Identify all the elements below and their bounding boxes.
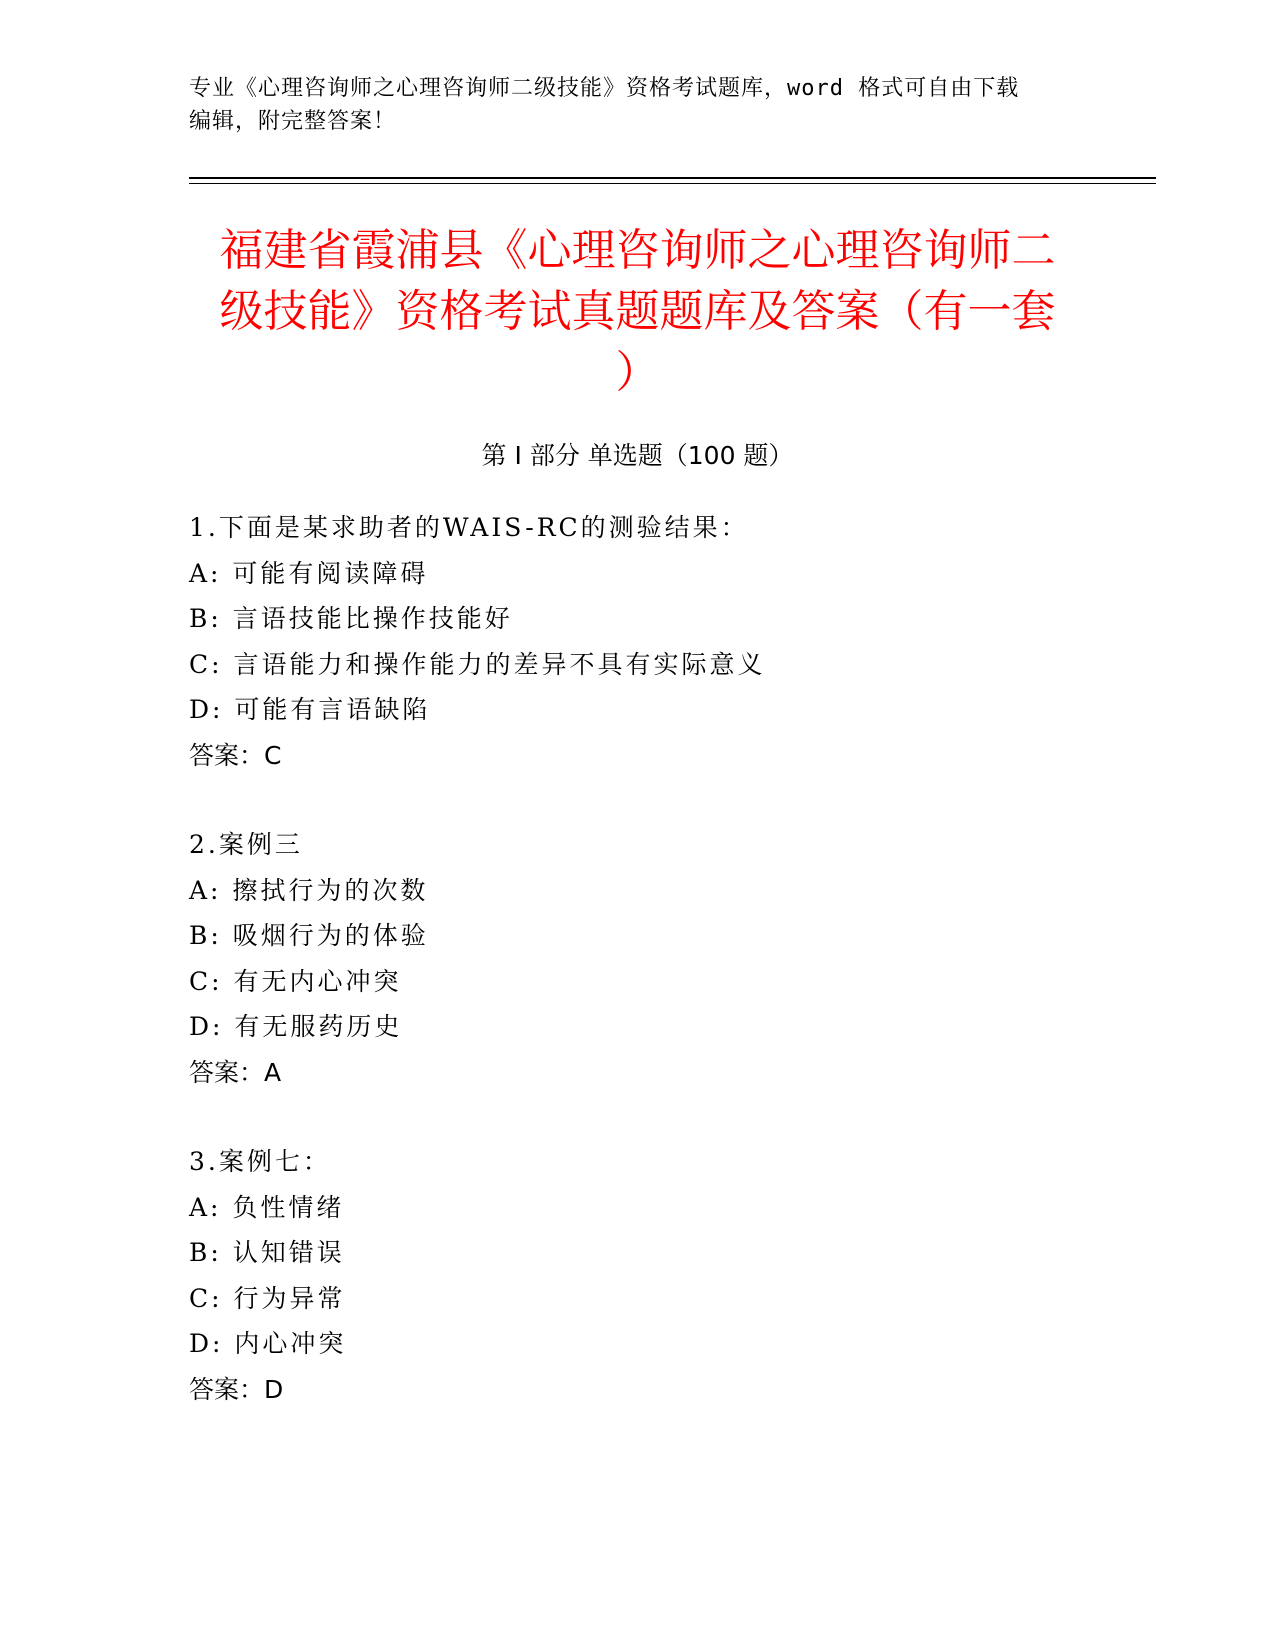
intro-text [189, 72, 1079, 138]
question-3 [189, 1139, 1089, 1412]
option-c: C: 言语能力和操作能力的差异不具有实际意义 [189, 649, 766, 679]
option-a: A: 可能有阅读障碍 [189, 558, 429, 588]
option-b: B: 吸烟行为的体验 [189, 921, 429, 950]
option-b: B: 认知错误 [189, 1238, 345, 1267]
option-d: D: 内心冲突 [189, 1329, 347, 1358]
question-stem: 3.案例七： [189, 1147, 331, 1176]
header-divider-thick [189, 177, 1156, 179]
question-stem: 1.下面是某求助者的WAIS-RC的测验结果： [189, 513, 749, 542]
option-a: A: 负性情绪 [189, 1192, 345, 1222]
question-1 [189, 505, 1089, 778]
option-d: D: 可能有言语缺陷 [189, 695, 431, 724]
title-line-1: 福建省霞浦县《心理咨询师之心理咨询师二 [219, 225, 1056, 276]
option-a: A: 擦拭行为的次数 [189, 875, 429, 905]
answer-label: 答案：D [189, 1374, 284, 1404]
document-title [160, 220, 1115, 403]
section-heading: 第 I 部分 单选题（100 题） [481, 441, 794, 470]
intro-line-2: 编辑，附完整答案！ [189, 109, 397, 134]
header-divider-thin [189, 183, 1156, 184]
option-c: C: 行为异常 [189, 1283, 346, 1313]
title-line-3: ） [615, 347, 660, 398]
answer-label: 答案：A [189, 1057, 282, 1087]
title-line-2: 级技能》资格考试真题题库及答案（有一套 [219, 286, 1056, 337]
option-b: B: 言语技能比操作技能好 [189, 604, 513, 633]
answer-label: 答案：C [189, 740, 282, 770]
option-d: D: 有无服药历史 [189, 1012, 403, 1041]
question-stem: 2.案例三 [189, 830, 303, 859]
option-c: C: 有无内心冲突 [189, 966, 402, 996]
question-2 [189, 822, 1089, 1095]
intro-line-1: 专业《心理咨询师之心理咨询师二级技能》资格考试题库，word 格式可自由下载 [189, 76, 1020, 101]
